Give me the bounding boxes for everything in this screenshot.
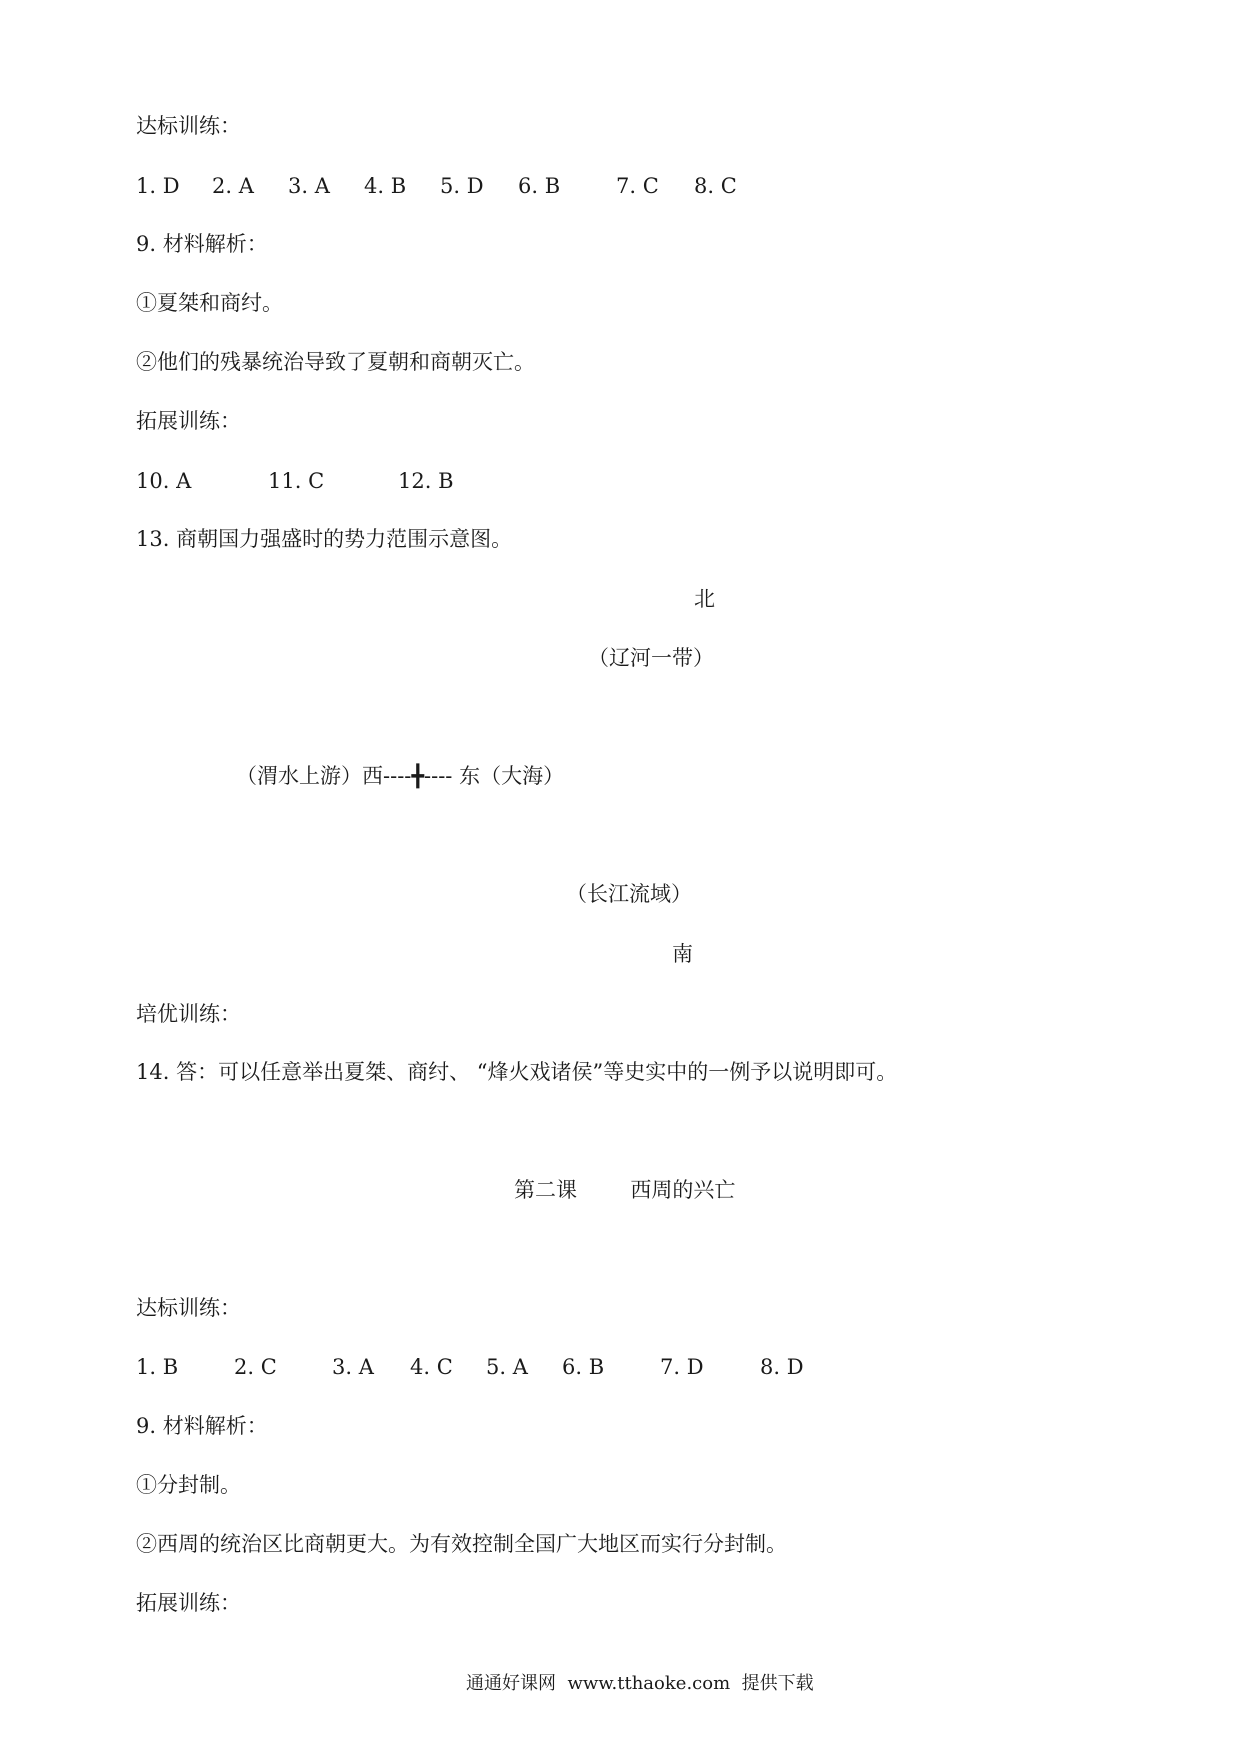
lesson1-q9-point: ①夏桀和商纣。 — [136, 291, 283, 315]
answer-item: 4. C — [410, 1355, 453, 1379]
lesson2-q9-heading: 9. 材料解析： — [136, 1414, 268, 1438]
diagram-south: 南 — [672, 942, 693, 966]
lesson1-q14: 14. 答：可以任意举出夏桀、商纣、 “烽火戏诸侯”等史实中的一例予以说明即可。 — [136, 1060, 898, 1084]
diagram-south-region: （长江流域） — [566, 882, 692, 906]
page-footer: 通通好课网 www.tthaoke.com 提供下载 — [466, 1673, 814, 1694]
answer-item: 6. B — [562, 1355, 605, 1379]
lesson1-excellence-heading: 培优训练： — [136, 1002, 241, 1026]
lesson2-q9-point: ①分封制。 — [136, 1473, 241, 1497]
answer-item: 4. B — [364, 174, 407, 198]
answer-item: 5. A — [486, 1355, 528, 1379]
answer-item: 2. C — [234, 1355, 277, 1379]
answer-item: 3. A — [332, 1355, 374, 1379]
answer-item: 1. B — [136, 1355, 179, 1379]
lesson1-standard-heading: 达标训练： — [136, 114, 241, 138]
lesson2-q9-point: ②西周的统治区比商朝更大。为有效控制全国广大地区而实行分封制。 — [136, 1532, 787, 1556]
answer-item: 11. C — [268, 469, 325, 493]
lesson1-q13-title: 13. 商朝国力强盛时的势力范围示意图。 — [136, 527, 513, 551]
diagram-north-region: （辽河一带） — [588, 646, 714, 670]
answer-item: 8. C — [694, 174, 737, 198]
answer-item: 12. B — [398, 469, 454, 493]
diagram-north: 北 — [694, 587, 715, 611]
lesson2-standard-heading: 达标训练： — [136, 1296, 241, 1320]
answer-item: 5. D — [440, 174, 484, 198]
answer-item: 7. D — [660, 1355, 704, 1379]
lesson2-title: 第二课 西周的兴亡 — [514, 1178, 736, 1202]
answer-item: 2. A — [212, 174, 254, 198]
lesson2-extension-heading: 拓展训练： — [136, 1591, 241, 1615]
lesson1-q9-heading: 9. 材料解析： — [136, 232, 268, 256]
answer-item: 1. D — [136, 174, 180, 198]
lesson1-q9-point: ②他们的残暴统治导致了夏朝和商朝灭亡。 — [136, 350, 535, 374]
answer-item: 10. A — [136, 469, 192, 493]
answer-item: 8. D — [760, 1355, 804, 1379]
answer-item: 3. A — [288, 174, 330, 198]
answer-item: 6. B — [518, 174, 561, 198]
lesson1-extension-heading: 拓展训练： — [136, 409, 241, 433]
answer-item: 7. C — [616, 174, 659, 198]
diagram-west-east-line: （渭水上游）西----╋---- 东（大海） — [236, 764, 565, 788]
